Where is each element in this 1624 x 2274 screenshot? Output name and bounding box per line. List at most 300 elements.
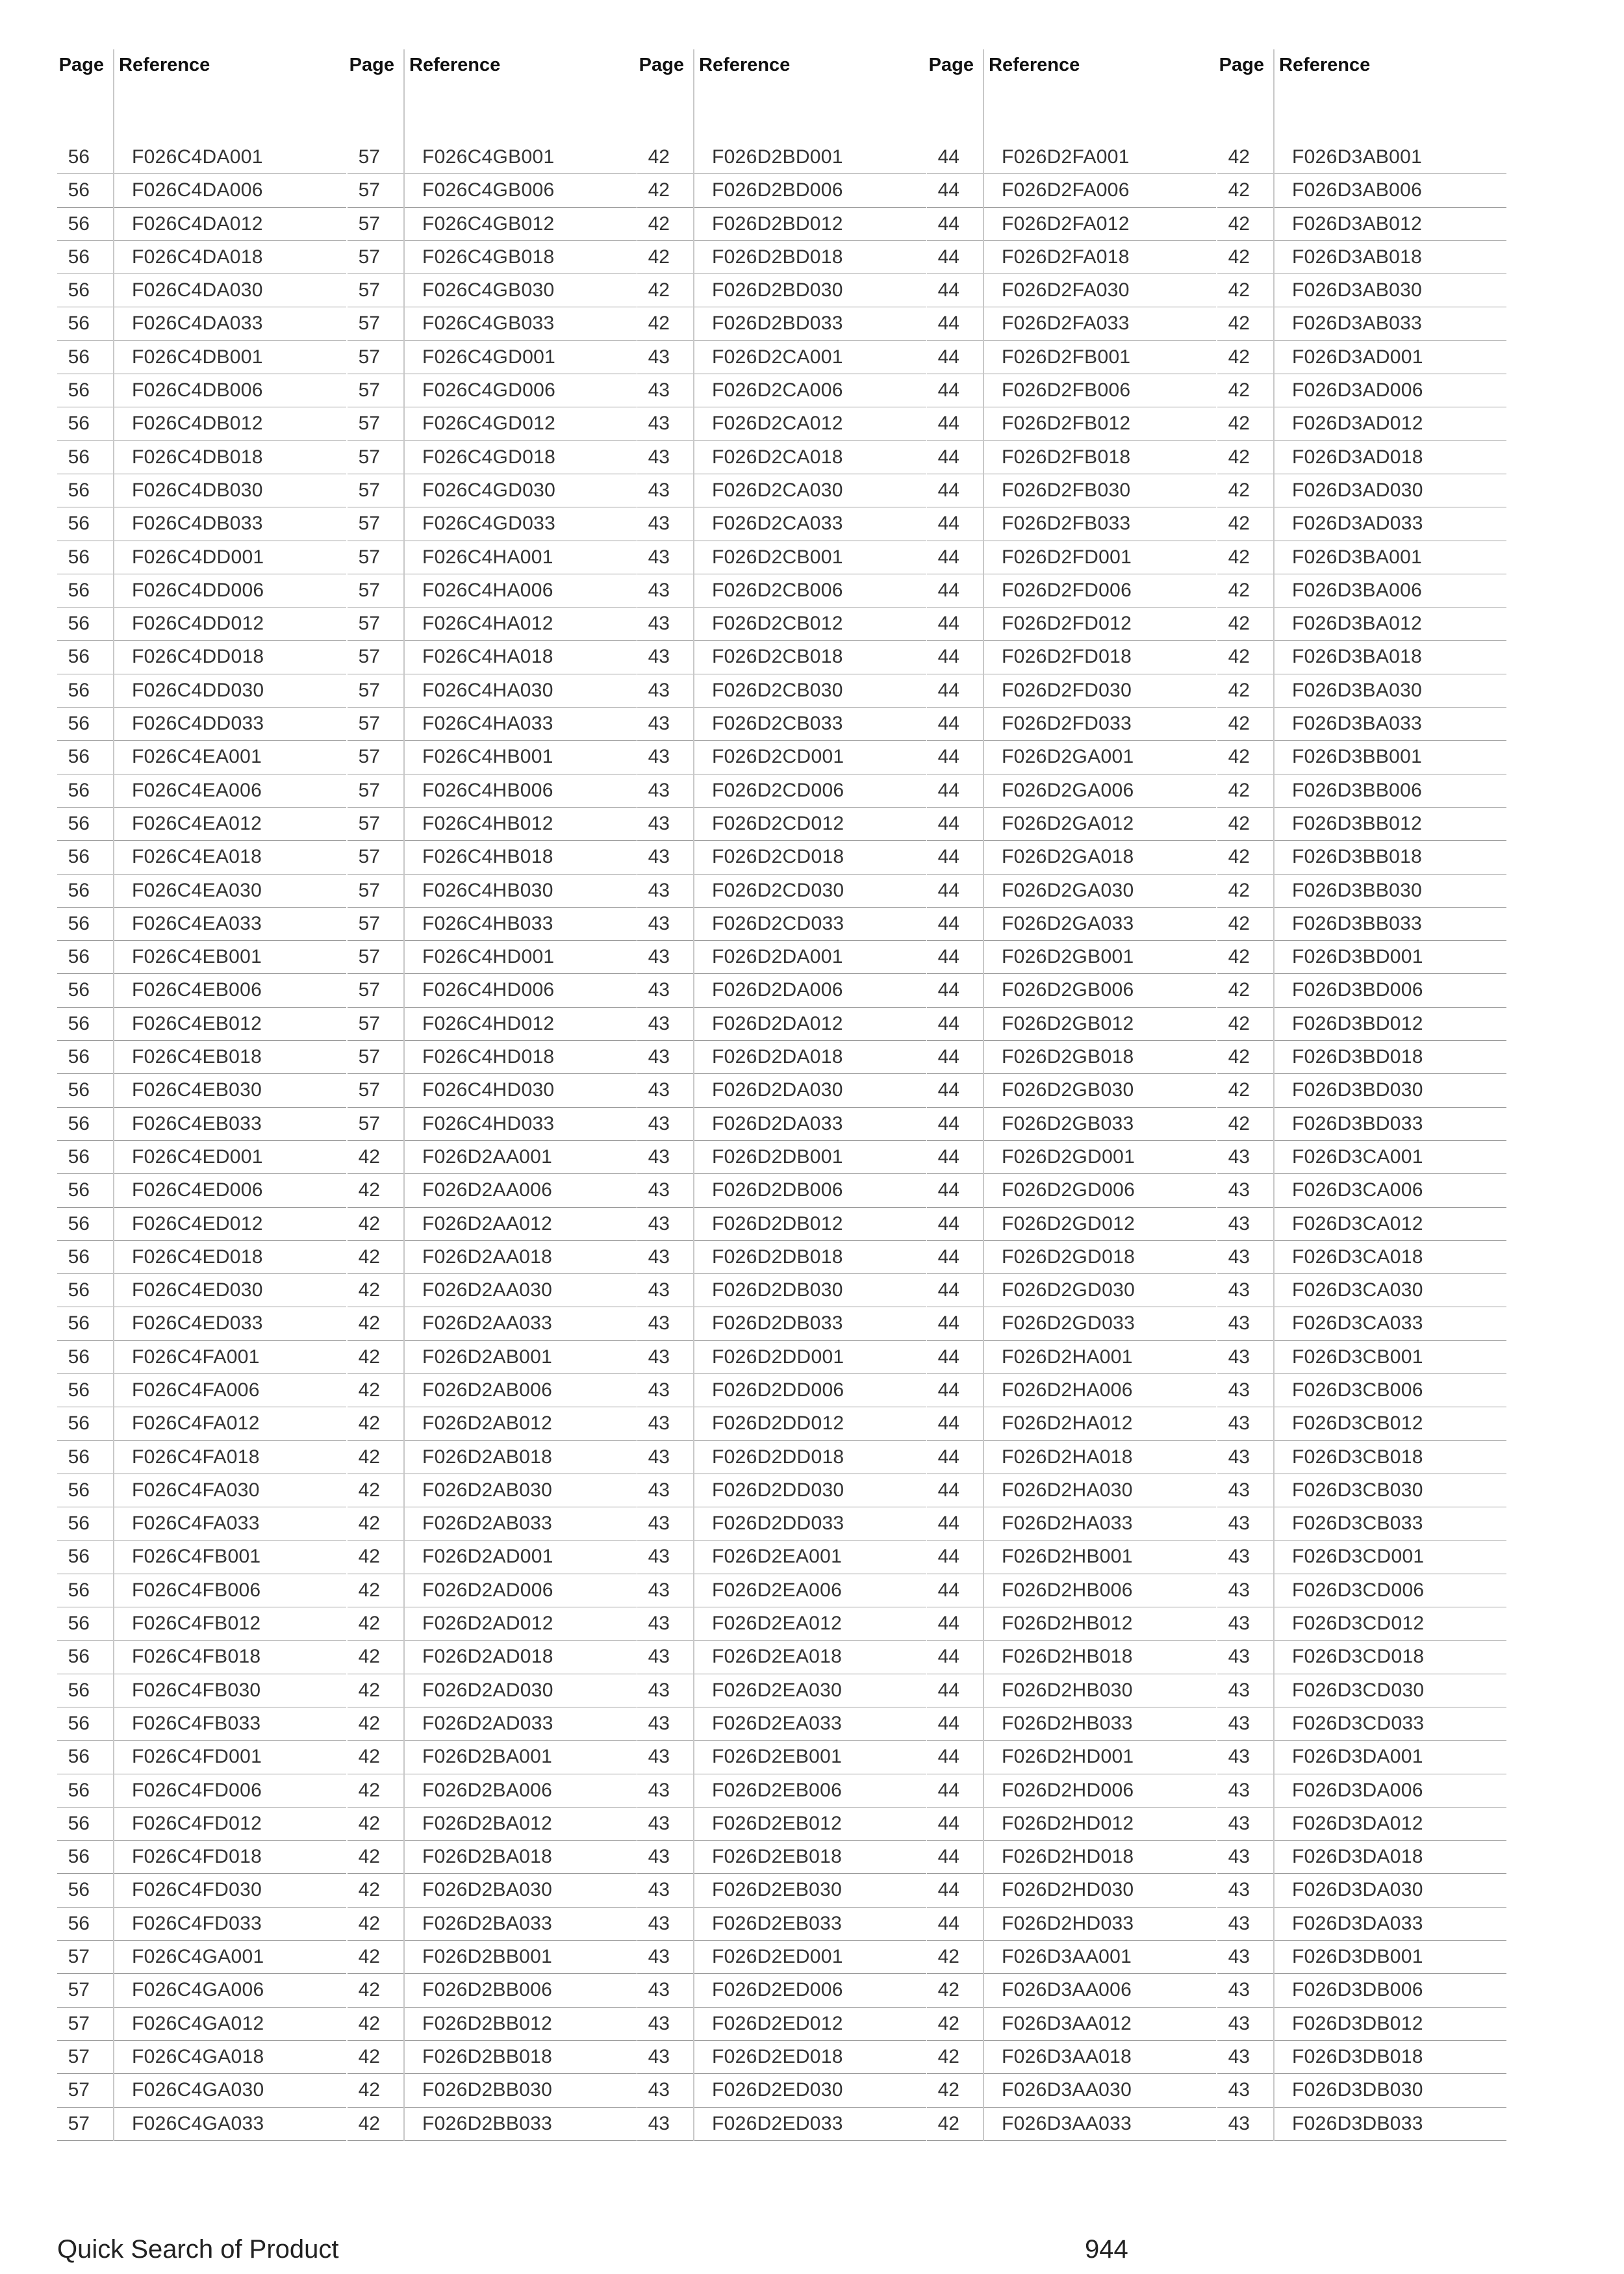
reference-cell: F026D2CD001 xyxy=(712,746,844,768)
table-row xyxy=(57,1074,346,1107)
page-number-cell: 43 xyxy=(1228,1212,1250,1234)
reference-cell: F026D2FB030 xyxy=(1002,479,1131,501)
reference-cell: F026C4GA006 xyxy=(132,1979,264,2001)
page-number-cell: 57 xyxy=(358,812,380,834)
table-row xyxy=(1217,1874,1506,1907)
reference-cell: F026D2HA012 xyxy=(1002,1412,1133,1435)
reference-cell: F026D3AA033 xyxy=(1002,2112,1132,2134)
table-row xyxy=(1217,1808,1506,1841)
reference-cell: F026C4ED012 xyxy=(132,1212,263,1234)
page-number-cell: 43 xyxy=(648,879,670,901)
page-number-cell: 44 xyxy=(937,1513,959,1535)
reference-cell: F026D2ED030 xyxy=(712,2079,843,2101)
page-number-cell: 42 xyxy=(1228,979,1250,1001)
reference-cell: F026D2BD033 xyxy=(712,313,843,335)
page-number-cell: 42 xyxy=(1228,179,1250,201)
reference-cell: F026D2GA001 xyxy=(1002,746,1134,768)
table-row xyxy=(927,307,1216,340)
table-row xyxy=(637,607,926,641)
reference-cell: F026C4GB033 xyxy=(422,313,555,335)
table-row xyxy=(348,1641,637,1674)
page-number-cell: 57 xyxy=(358,212,380,235)
reference-cell: F026D2EA018 xyxy=(712,1646,843,1668)
page-number-cell: 43 xyxy=(1228,1779,1250,1801)
table-row xyxy=(348,474,637,507)
table-row xyxy=(348,507,637,541)
page-number-cell: 42 xyxy=(1228,846,1250,868)
column-header xyxy=(927,49,1216,83)
page-number-cell: 57 xyxy=(358,646,380,668)
reference-cell: F026D3BD033 xyxy=(1292,1112,1423,1134)
reference-cell: F026C4DD033 xyxy=(132,713,264,735)
reference-cell: F026D2DB030 xyxy=(712,1279,843,1301)
page-number-cell: 42 xyxy=(1228,1112,1250,1134)
page-number-cell: 43 xyxy=(648,912,670,934)
reference-cell: F026D2DA006 xyxy=(712,979,843,1001)
table-row xyxy=(57,941,346,974)
reference-cell: F026D2HD012 xyxy=(1002,1812,1134,1834)
table-row xyxy=(57,2108,346,2141)
reference-cell: F026D3BD012 xyxy=(1292,1012,1423,1034)
table-row xyxy=(348,2041,637,2074)
table-row xyxy=(1217,1641,1506,1674)
reference-cell: F026C4FB033 xyxy=(132,1712,261,1734)
reference-cell: F026D2HD030 xyxy=(1002,1879,1134,1901)
page-number-cell: 43 xyxy=(648,1079,670,1101)
page-number-cell: 56 xyxy=(68,1779,90,1801)
page-number-cell: 43 xyxy=(648,846,670,868)
reference-cell: F026D2CA033 xyxy=(712,513,843,535)
reference-cell: F026D3DA030 xyxy=(1292,1879,1423,1901)
page-number-cell: 43 xyxy=(1228,1312,1250,1335)
table-row xyxy=(57,1374,346,1407)
page-number-cell: 42 xyxy=(358,1412,380,1435)
reference-cell: F026C4HA001 xyxy=(422,546,553,568)
table-row xyxy=(1217,1441,1506,1474)
page-number-cell: 43 xyxy=(1228,1912,1250,1934)
page-number-cell: 42 xyxy=(1228,779,1250,801)
reference-cell: F026C4FD012 xyxy=(132,1812,262,1834)
table-row xyxy=(57,474,346,507)
table-row xyxy=(57,441,346,474)
page-number-cell: 44 xyxy=(937,446,959,468)
table-row xyxy=(1217,407,1506,441)
table-row xyxy=(927,1607,1216,1641)
table-row xyxy=(1217,2074,1506,2107)
table-row xyxy=(637,941,926,974)
reference-cell: F026C4DB018 xyxy=(132,446,263,468)
page-number-cell: 44 xyxy=(937,346,959,368)
table-row xyxy=(348,1741,637,1774)
page-number-cell: 57 xyxy=(68,1979,90,2001)
page-number-cell: 42 xyxy=(937,1946,959,1968)
reference-cell: F026C4FD006 xyxy=(132,1779,262,1801)
reference-cell: F026C4GD033 xyxy=(422,513,556,535)
reference-cell: F026C4GD030 xyxy=(422,479,556,501)
reference-cell: F026D3BA030 xyxy=(1292,679,1423,701)
page-number-cell: 42 xyxy=(358,1579,380,1601)
page-number-cell: 57 xyxy=(358,846,380,868)
page-number-cell: 56 xyxy=(68,613,90,635)
page-number-cell: 42 xyxy=(937,2045,959,2067)
table-row xyxy=(637,641,926,674)
header-page-label: Page xyxy=(639,55,684,75)
reference-cell: F026C4DA012 xyxy=(132,212,263,235)
reference-cell: F026D3BB006 xyxy=(1292,779,1423,801)
reference-cell: F026D2ED006 xyxy=(712,1979,843,2001)
reference-cell: F026D2HB033 xyxy=(1002,1712,1133,1734)
page-number-cell: 44 xyxy=(937,1379,959,1401)
table-row xyxy=(57,1607,346,1641)
page-number-cell: 57 xyxy=(358,479,380,501)
table-row xyxy=(637,1908,926,1941)
page-number-cell: 56 xyxy=(68,313,90,335)
reference-cell: F026D2GB006 xyxy=(1002,979,1134,1001)
reference-cell: F026D2BA030 xyxy=(422,1879,553,1901)
table-row xyxy=(1217,1141,1506,1174)
page-number-cell: 44 xyxy=(937,1012,959,1034)
page-number-cell: 44 xyxy=(937,779,959,801)
table-row xyxy=(57,1474,346,1507)
table-row xyxy=(637,274,926,307)
reference-cell: F026D3BA018 xyxy=(1292,646,1423,668)
table-row xyxy=(348,241,637,274)
reference-cell: F026C4HB018 xyxy=(422,846,553,868)
page-number-cell: 42 xyxy=(358,1379,380,1401)
page-number-cell: 57 xyxy=(358,746,380,768)
table-row xyxy=(57,1941,346,1974)
column-divider xyxy=(983,49,984,2141)
reference-cell: F026D3CA030 xyxy=(1292,1279,1423,1301)
reference-cell: F026C4ED030 xyxy=(132,1279,263,1301)
page-number-cell: 56 xyxy=(68,1145,90,1168)
page-number-cell: 43 xyxy=(1228,1746,1250,1768)
reference-cell: F026D2HB012 xyxy=(1002,1613,1133,1635)
table-row xyxy=(57,908,346,941)
table-row xyxy=(927,1041,1216,1074)
reference-cell: F026D2FB001 xyxy=(1002,346,1131,368)
page-number-cell: 42 xyxy=(1228,579,1250,601)
reference-cell: F026D3CA033 xyxy=(1292,1312,1423,1335)
reference-cell: F026D2EB012 xyxy=(712,1812,843,1834)
page-number-cell: 43 xyxy=(1228,1279,1250,1301)
page-number-cell: 42 xyxy=(358,2079,380,2101)
page-number-cell: 56 xyxy=(68,1346,90,1368)
table-row xyxy=(927,1774,1216,1808)
table-row xyxy=(637,741,926,774)
reference-cell: F026D3CD006 xyxy=(1292,1579,1425,1601)
page-number-cell: 43 xyxy=(1228,2045,1250,2067)
page-number-cell: 44 xyxy=(937,1679,959,1701)
table-row xyxy=(57,208,346,241)
reference-cell: F026C4DB030 xyxy=(132,479,263,501)
table-row xyxy=(1217,274,1506,307)
table-row xyxy=(927,708,1216,741)
table-row xyxy=(637,1141,926,1174)
page-number-cell: 44 xyxy=(937,846,959,868)
table-row xyxy=(348,141,637,174)
reference-cell: F026D3DB033 xyxy=(1292,2112,1423,2134)
reference-cell: F026D2GA018 xyxy=(1002,846,1134,868)
reference-cell: F026D2BA012 xyxy=(422,1812,553,1834)
page-number-cell: 44 xyxy=(937,946,959,968)
table-row xyxy=(927,974,1216,1007)
table-row xyxy=(637,2041,926,2074)
page-number-cell: 43 xyxy=(648,579,670,601)
page-number-cell: 56 xyxy=(68,846,90,868)
page-number-cell: 42 xyxy=(358,1312,380,1335)
table-row xyxy=(927,1540,1216,1574)
page-number-cell: 42 xyxy=(358,1646,380,1668)
page-number-cell: 43 xyxy=(648,1712,670,1734)
reference-cell: F026D2CA001 xyxy=(712,346,843,368)
reference-cell: F026D2FD012 xyxy=(1002,613,1132,635)
header-reference-label: Reference xyxy=(119,55,210,75)
reference-cell: F026D2CD012 xyxy=(712,812,844,834)
page-number-cell: 43 xyxy=(1228,1513,1250,1535)
page-number-cell: 44 xyxy=(937,179,959,201)
header-page-label: Page xyxy=(1219,55,1264,75)
reference-cell: F026D2HB001 xyxy=(1002,1546,1133,1568)
reference-cell: F026C4EB030 xyxy=(132,1079,262,1101)
page-number-cell: 57 xyxy=(358,979,380,1001)
reference-cell: F026D2EB018 xyxy=(712,1846,843,1868)
table-row xyxy=(1217,1941,1506,1974)
table-row xyxy=(57,1641,346,1674)
table-row xyxy=(1217,1908,1506,1941)
page-number-cell: 42 xyxy=(358,1546,380,1568)
table-row xyxy=(1217,1174,1506,1207)
page-number-cell: 56 xyxy=(68,912,90,934)
page-number-cell: 42 xyxy=(648,246,670,268)
page-number-cell: 57 xyxy=(358,713,380,735)
table-row xyxy=(637,341,926,374)
page-number-cell: 56 xyxy=(68,1812,90,1834)
reference-cell: F026D2CD030 xyxy=(712,879,844,901)
page-number-cell: 57 xyxy=(68,1946,90,1968)
page-number-cell: 56 xyxy=(68,946,90,968)
page-number-cell: 42 xyxy=(1228,812,1250,834)
table-row xyxy=(1217,341,1506,374)
table-row xyxy=(57,1141,346,1174)
page-number-cell: 42 xyxy=(358,1912,380,1934)
page-number-cell: 56 xyxy=(68,1712,90,1734)
reference-cell: F026D2AD030 xyxy=(422,1679,553,1701)
reference-cell: F026C4DD018 xyxy=(132,646,264,668)
page-number-cell: 44 xyxy=(937,1312,959,1335)
table-row xyxy=(1217,1274,1506,1307)
table-row xyxy=(637,374,926,407)
table-row xyxy=(348,1474,637,1507)
reference-cell: F026C4FB030 xyxy=(132,1679,261,1701)
reference-cell: F026D2GD018 xyxy=(1002,1246,1136,1268)
reference-cell: F026D2CD018 xyxy=(712,846,844,868)
table-row xyxy=(1217,1307,1506,1340)
page-number-cell: 56 xyxy=(68,679,90,701)
table-row xyxy=(1217,708,1506,741)
table-row xyxy=(637,1607,926,1641)
reference-cell: F026D2GD030 xyxy=(1002,1279,1136,1301)
page-number-cell: 43 xyxy=(1228,1346,1250,1368)
page-number-cell: 43 xyxy=(648,1479,670,1501)
table-row xyxy=(1217,1540,1506,1574)
table-row xyxy=(348,908,637,941)
table-row xyxy=(927,1974,1216,2007)
reference-cell: F026D2FB012 xyxy=(1002,413,1131,435)
table-row xyxy=(1217,1841,1506,1874)
table-row xyxy=(637,1374,926,1407)
table-row xyxy=(927,741,1216,774)
table-row xyxy=(1217,1008,1506,1041)
reference-cell: F026D2HA006 xyxy=(1002,1379,1133,1401)
table-row xyxy=(57,875,346,908)
page-number-cell: 43 xyxy=(648,1746,670,1768)
table-row xyxy=(637,208,926,241)
page-number-cell: 44 xyxy=(937,1479,959,1501)
table-row xyxy=(57,174,346,207)
table-row xyxy=(348,607,637,641)
reference-cell: F026C4FA001 xyxy=(132,1346,260,1368)
table-row xyxy=(57,808,346,841)
reference-cell: F026C4FD018 xyxy=(132,1846,262,1868)
table-row xyxy=(1217,2008,1506,2041)
reference-cell: F026D3DB030 xyxy=(1292,2079,1423,2101)
column-header xyxy=(348,49,637,83)
table-row xyxy=(637,441,926,474)
page-number-cell: 42 xyxy=(358,1746,380,1768)
reference-cell: F026C4DB001 xyxy=(132,346,263,368)
page-number-cell: 57 xyxy=(358,313,380,335)
column-group xyxy=(348,49,637,2141)
page-number-cell: 43 xyxy=(648,379,670,402)
page-number-cell: 42 xyxy=(358,1879,380,1901)
table-row xyxy=(927,1874,1216,1907)
reference-cell: F026D2AA033 xyxy=(422,1312,553,1335)
table-row xyxy=(927,1174,1216,1207)
reference-cell: F026D2FD006 xyxy=(1002,579,1132,601)
table-row xyxy=(57,1507,346,1540)
page-number-cell: 44 xyxy=(937,1179,959,1201)
page-number-cell: 44 xyxy=(937,1246,959,1268)
reference-cell: F026D2AD033 xyxy=(422,1712,553,1734)
reference-cell: F026C4HD033 xyxy=(422,1112,555,1134)
table-row xyxy=(927,1707,1216,1741)
table-row xyxy=(637,1741,926,1774)
reference-cell: F026C4ED001 xyxy=(132,1145,263,1168)
page-number-cell: 43 xyxy=(648,1979,670,2001)
reference-cell: F026D2DD018 xyxy=(712,1446,844,1468)
reference-cell: F026D3AD030 xyxy=(1292,479,1423,501)
reference-cell: F026D3AD033 xyxy=(1292,513,1423,535)
reference-cell: F026D2GB018 xyxy=(1002,1046,1134,1068)
table-row xyxy=(1217,808,1506,841)
table-row xyxy=(637,774,926,808)
reference-cell: F026D3BA006 xyxy=(1292,579,1423,601)
reference-cell: F026D2BD018 xyxy=(712,246,843,268)
reference-cell: F026D2AA001 xyxy=(422,1145,553,1168)
footer-title: Quick Search of Product xyxy=(57,2235,339,2264)
page-number-cell: 57 xyxy=(358,1046,380,1068)
page-number-cell: 44 xyxy=(937,1646,959,1668)
reference-cell: F026C4HB001 xyxy=(422,746,553,768)
page-number-cell: 43 xyxy=(1228,1979,1250,2001)
page-number-cell: 57 xyxy=(358,413,380,435)
reference-cell: F026D2FD018 xyxy=(1002,646,1132,668)
reference-cell: F026D2FA033 xyxy=(1002,313,1130,335)
reference-cell: F026D3BB033 xyxy=(1292,912,1423,934)
page-number-cell: 57 xyxy=(358,346,380,368)
page-number-cell: 42 xyxy=(1228,946,1250,968)
reference-cell: F026C4EA033 xyxy=(132,912,262,934)
page-number-cell: 44 xyxy=(937,1346,959,1368)
reference-cell: F026D2BB012 xyxy=(422,2012,553,2034)
reference-cell: F026D3BA033 xyxy=(1292,713,1423,735)
page-number-cell: 44 xyxy=(937,146,959,168)
table-row xyxy=(637,674,926,708)
reference-cell: F026D2DA030 xyxy=(712,1079,843,1101)
table-row xyxy=(57,1841,346,1874)
table-row xyxy=(637,1041,926,1074)
reference-cell: F026D2HD033 xyxy=(1002,1912,1134,1934)
page-number-cell: 44 xyxy=(937,546,959,568)
reference-cell: F026D3CD033 xyxy=(1292,1712,1425,1734)
page-number-cell: 44 xyxy=(937,379,959,402)
reference-cell: F026D3AD018 xyxy=(1292,446,1423,468)
table-row xyxy=(927,1641,1216,1674)
table-row xyxy=(57,1674,346,1707)
page-number-cell: 42 xyxy=(937,2112,959,2134)
table-row xyxy=(637,1174,926,1207)
table-row xyxy=(348,307,637,340)
page-number-cell: 56 xyxy=(68,1746,90,1768)
table-row xyxy=(57,1908,346,1941)
reference-cell: F026D3AB018 xyxy=(1292,246,1423,268)
table-row xyxy=(637,1974,926,2007)
reference-cell: F026C4HD006 xyxy=(422,979,555,1001)
page-number-cell: 42 xyxy=(1228,212,1250,235)
page-number-cell: 57 xyxy=(358,613,380,635)
page-number-cell: 56 xyxy=(68,1046,90,1068)
reference-cell: F026D3AB001 xyxy=(1292,146,1423,168)
page-number-cell: 56 xyxy=(68,1279,90,1301)
page-number-cell: 43 xyxy=(1228,2079,1250,2101)
page-number-cell: 56 xyxy=(68,1912,90,1934)
table-row xyxy=(927,607,1216,641)
table-row xyxy=(1217,1374,1506,1407)
table-row xyxy=(348,1674,637,1707)
table-row xyxy=(637,1241,926,1274)
table-row xyxy=(348,1041,637,1074)
reference-cell: F026D3BD006 xyxy=(1292,979,1423,1001)
reference-cell: F026C4GB018 xyxy=(422,246,555,268)
table-row xyxy=(348,374,637,407)
reference-cell: F026C4HB030 xyxy=(422,879,553,901)
page-number-cell: 44 xyxy=(937,746,959,768)
table-row xyxy=(57,641,346,674)
reference-cell: F026D2GB030 xyxy=(1002,1079,1134,1101)
table-row xyxy=(637,1074,926,1107)
reference-cell: F026C4FD001 xyxy=(132,1746,262,1768)
page-number-cell: 44 xyxy=(937,912,959,934)
page-number-cell: 43 xyxy=(1228,1179,1250,1201)
page-number-cell: 43 xyxy=(648,679,670,701)
reference-cell: F026D3BB001 xyxy=(1292,746,1423,768)
page-number-cell: 43 xyxy=(648,1379,670,1401)
page-number-cell: 43 xyxy=(648,779,670,801)
table-row xyxy=(57,841,346,874)
reference-cell: F026D2DA033 xyxy=(712,1112,843,1134)
table-row xyxy=(927,1141,1216,1174)
